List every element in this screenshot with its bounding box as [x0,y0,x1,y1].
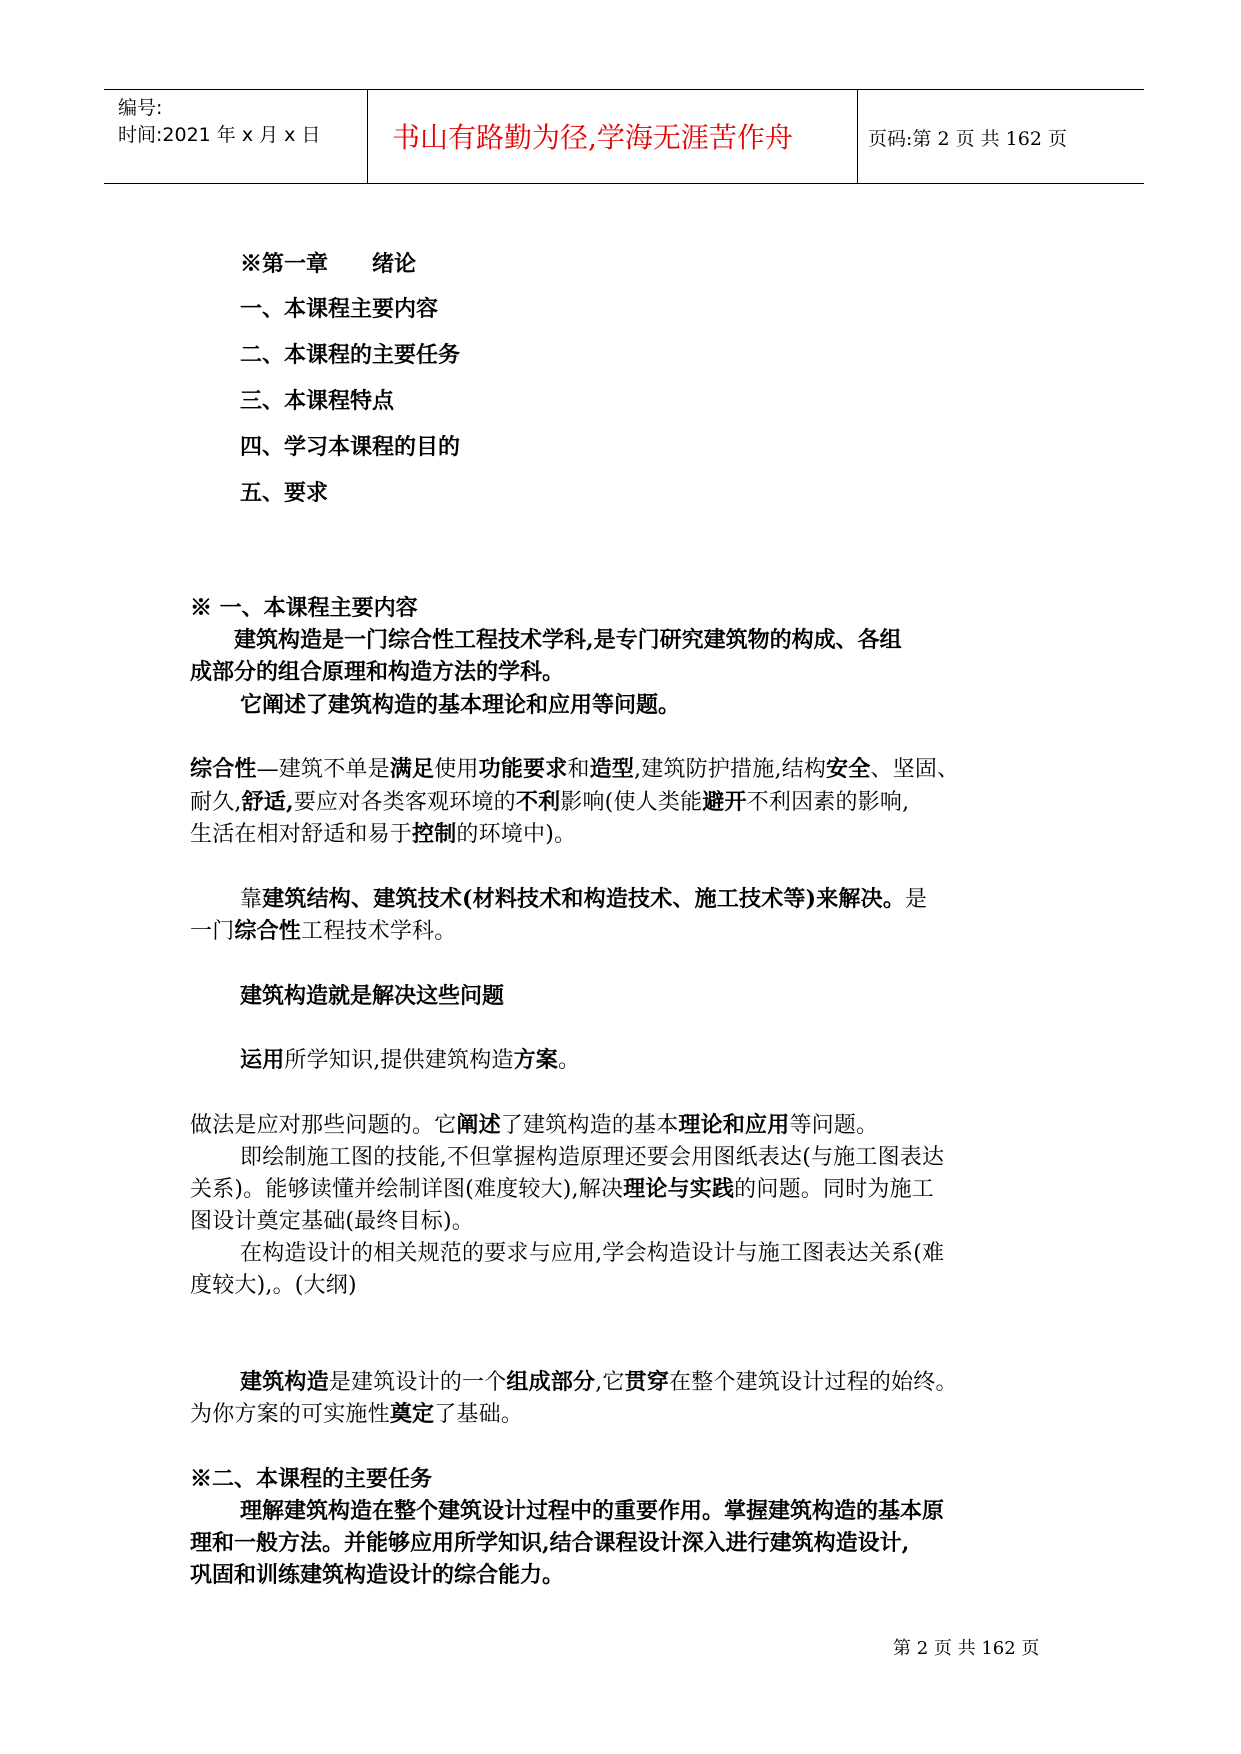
section1-paragraph6 [240,1043,580,1074]
text-bold: 组成部分 [506,1369,596,1395]
section1-paragraph1-line1: 建筑构造是一门综合性工程技术学科,是专门研究建筑物的构成、各组 [190,627,902,653]
text-run: ,它 [595,1370,625,1395]
text-run: 不利因素的影响, [746,790,910,815]
section1-paragraph3-line3 [190,817,576,848]
text-run: 在整个建筑设计过程的始终。 [669,1370,958,1395]
text-run: 影响(使人类能 [560,790,703,815]
text-bold: 舒适, [241,789,294,815]
page-footer: 第 2 页 共 162 页 [893,1638,1040,1659]
text-bold: 运用 [240,1047,285,1073]
text-bold: 建筑构造 [240,1369,329,1395]
header-divider-right [857,90,858,183]
section1-paragraph10-line2 [190,1397,523,1428]
section1-paragraph10-line1 [240,1365,958,1396]
text-run: 和 [567,757,590,782]
section2-line1: 理解建筑构造在整个建筑设计过程中的重要作用。掌握建筑构造的基本原 [240,1498,945,1524]
text-bold: 理论和应用 [678,1112,790,1138]
section1-paragraph7 [190,1108,878,1139]
header-number-label: 编号: [118,97,163,119]
text-run: 一门 [190,919,235,944]
toc-item: 五、要求 [240,480,329,506]
text-bold: 满足 [389,756,435,782]
text-run: 了建筑构造的基本 [500,1113,679,1138]
chapter-title: ※第一章 绪论 [240,251,417,277]
text-run: 耐久, [190,790,242,815]
toc-item: 四、学习本课程的目的 [240,434,461,460]
text-bold: 避开 [702,789,747,815]
text-run: 是建筑设计的一个 [328,1370,507,1395]
text-bold: 奠定 [389,1401,435,1427]
section1-paragraph8-line1: 即绘制施工图的技能,不但掌握构造原理还要会用图纸表达(与施工图表达 [240,1145,945,1170]
text-run: 所学知识,提供建筑构造 [284,1048,514,1073]
header-top-rule [104,89,1144,90]
text-bold: 方案 [513,1047,559,1073]
section1-paragraph1-line2: 成部分的组合原理和构造方法的学科。 [190,659,565,685]
header-time-label: 时间:2021 年 x 月 x 日 [118,124,321,146]
text-bold: 控制 [412,821,457,847]
section1-paragraph8-line2 [190,1172,934,1203]
toc-item: 一、本课程主要内容 [240,296,439,322]
header-motto: 书山有路勤为径,学海无涯苦作舟 [392,121,793,154]
text-run: —建筑不单是 [256,757,390,782]
text-bold: 综合性 [234,918,302,944]
text-bold: 安全 [826,756,871,782]
text-run: 的问题。同时为施工 [734,1177,934,1202]
header-divider-left [367,90,368,183]
text-bold: 造型 [589,756,635,782]
section2-heading: ※二、本课程的主要任务 [190,1466,433,1492]
text-bold: 理论与实践 [623,1176,735,1202]
section1-paragraph5: 建筑构造就是解决这些问题 [240,983,505,1009]
text-run: 要应对各类客观环境的 [293,790,516,815]
text-bold: 建筑结构、建筑技术(材料技术和构造技术、施工技术等)来解决。 [262,886,906,912]
text-run: 。 [558,1048,581,1073]
text-bold: 不利 [515,789,561,815]
section2-line3: 巩固和训练建筑构造设计的综合能力。 [190,1562,565,1588]
text-run: 靠 [240,887,263,912]
toc-item: 二、本课程的主要任务 [240,342,461,368]
text-bold: 综合性 [190,756,257,782]
text-run: 做法是应对那些问题的。它 [190,1113,457,1138]
text-run: 使用 [434,757,479,782]
text-run: 等问题。 [789,1113,879,1138]
text-run: 关系)。能够读懂并绘制详图(难度较大),解决 [190,1177,624,1202]
header-page-label: 页码:第 2 页 共 162 页 [868,128,1067,150]
section1-paragraph4-line2 [190,914,456,945]
text-run: 生活在相对舒适和易于 [190,822,413,847]
text-run: ,建筑防护措施,结构 [634,757,827,782]
section1-paragraph3-line2 [190,785,909,816]
section1-paragraph4-line1 [240,882,927,913]
text-run: 是 [905,887,928,912]
section1-paragraph3-line1 [190,752,959,783]
text-run: 的环境中)。 [456,822,577,847]
text-run: 为你方案的可实施性 [190,1402,390,1427]
section2-line2: 理和一般方法。并能够应用所学知识,结合课程设计深入进行建筑构造设计, [190,1530,910,1556]
text-run: 工程技术学科。 [301,919,457,944]
text-bold: 功能要求 [478,756,568,782]
toc-item: 三、本课程特点 [240,388,395,414]
text-bold: 阐述 [456,1112,501,1138]
section1-heading: ※ 一、本课程主要内容 [190,595,418,621]
text-run: 、坚固、 [870,757,960,782]
section1-paragraph8-line3: 图设计奠定基础(最终目标)。 [190,1209,474,1234]
header-bottom-rule [104,183,1144,184]
text-bold: 贯穿 [624,1369,670,1395]
section1-paragraph2: 它阐述了建筑构造的基本理论和应用等问题。 [240,692,681,718]
section1-paragraph9-line1: 在构造设计的相关规范的要求与应用,学会构造设计与施工图表达关系(难 [240,1241,945,1266]
text-run: 了基础。 [434,1402,524,1427]
section1-paragraph9-line2: 度较大),。(大纲) [190,1273,357,1298]
